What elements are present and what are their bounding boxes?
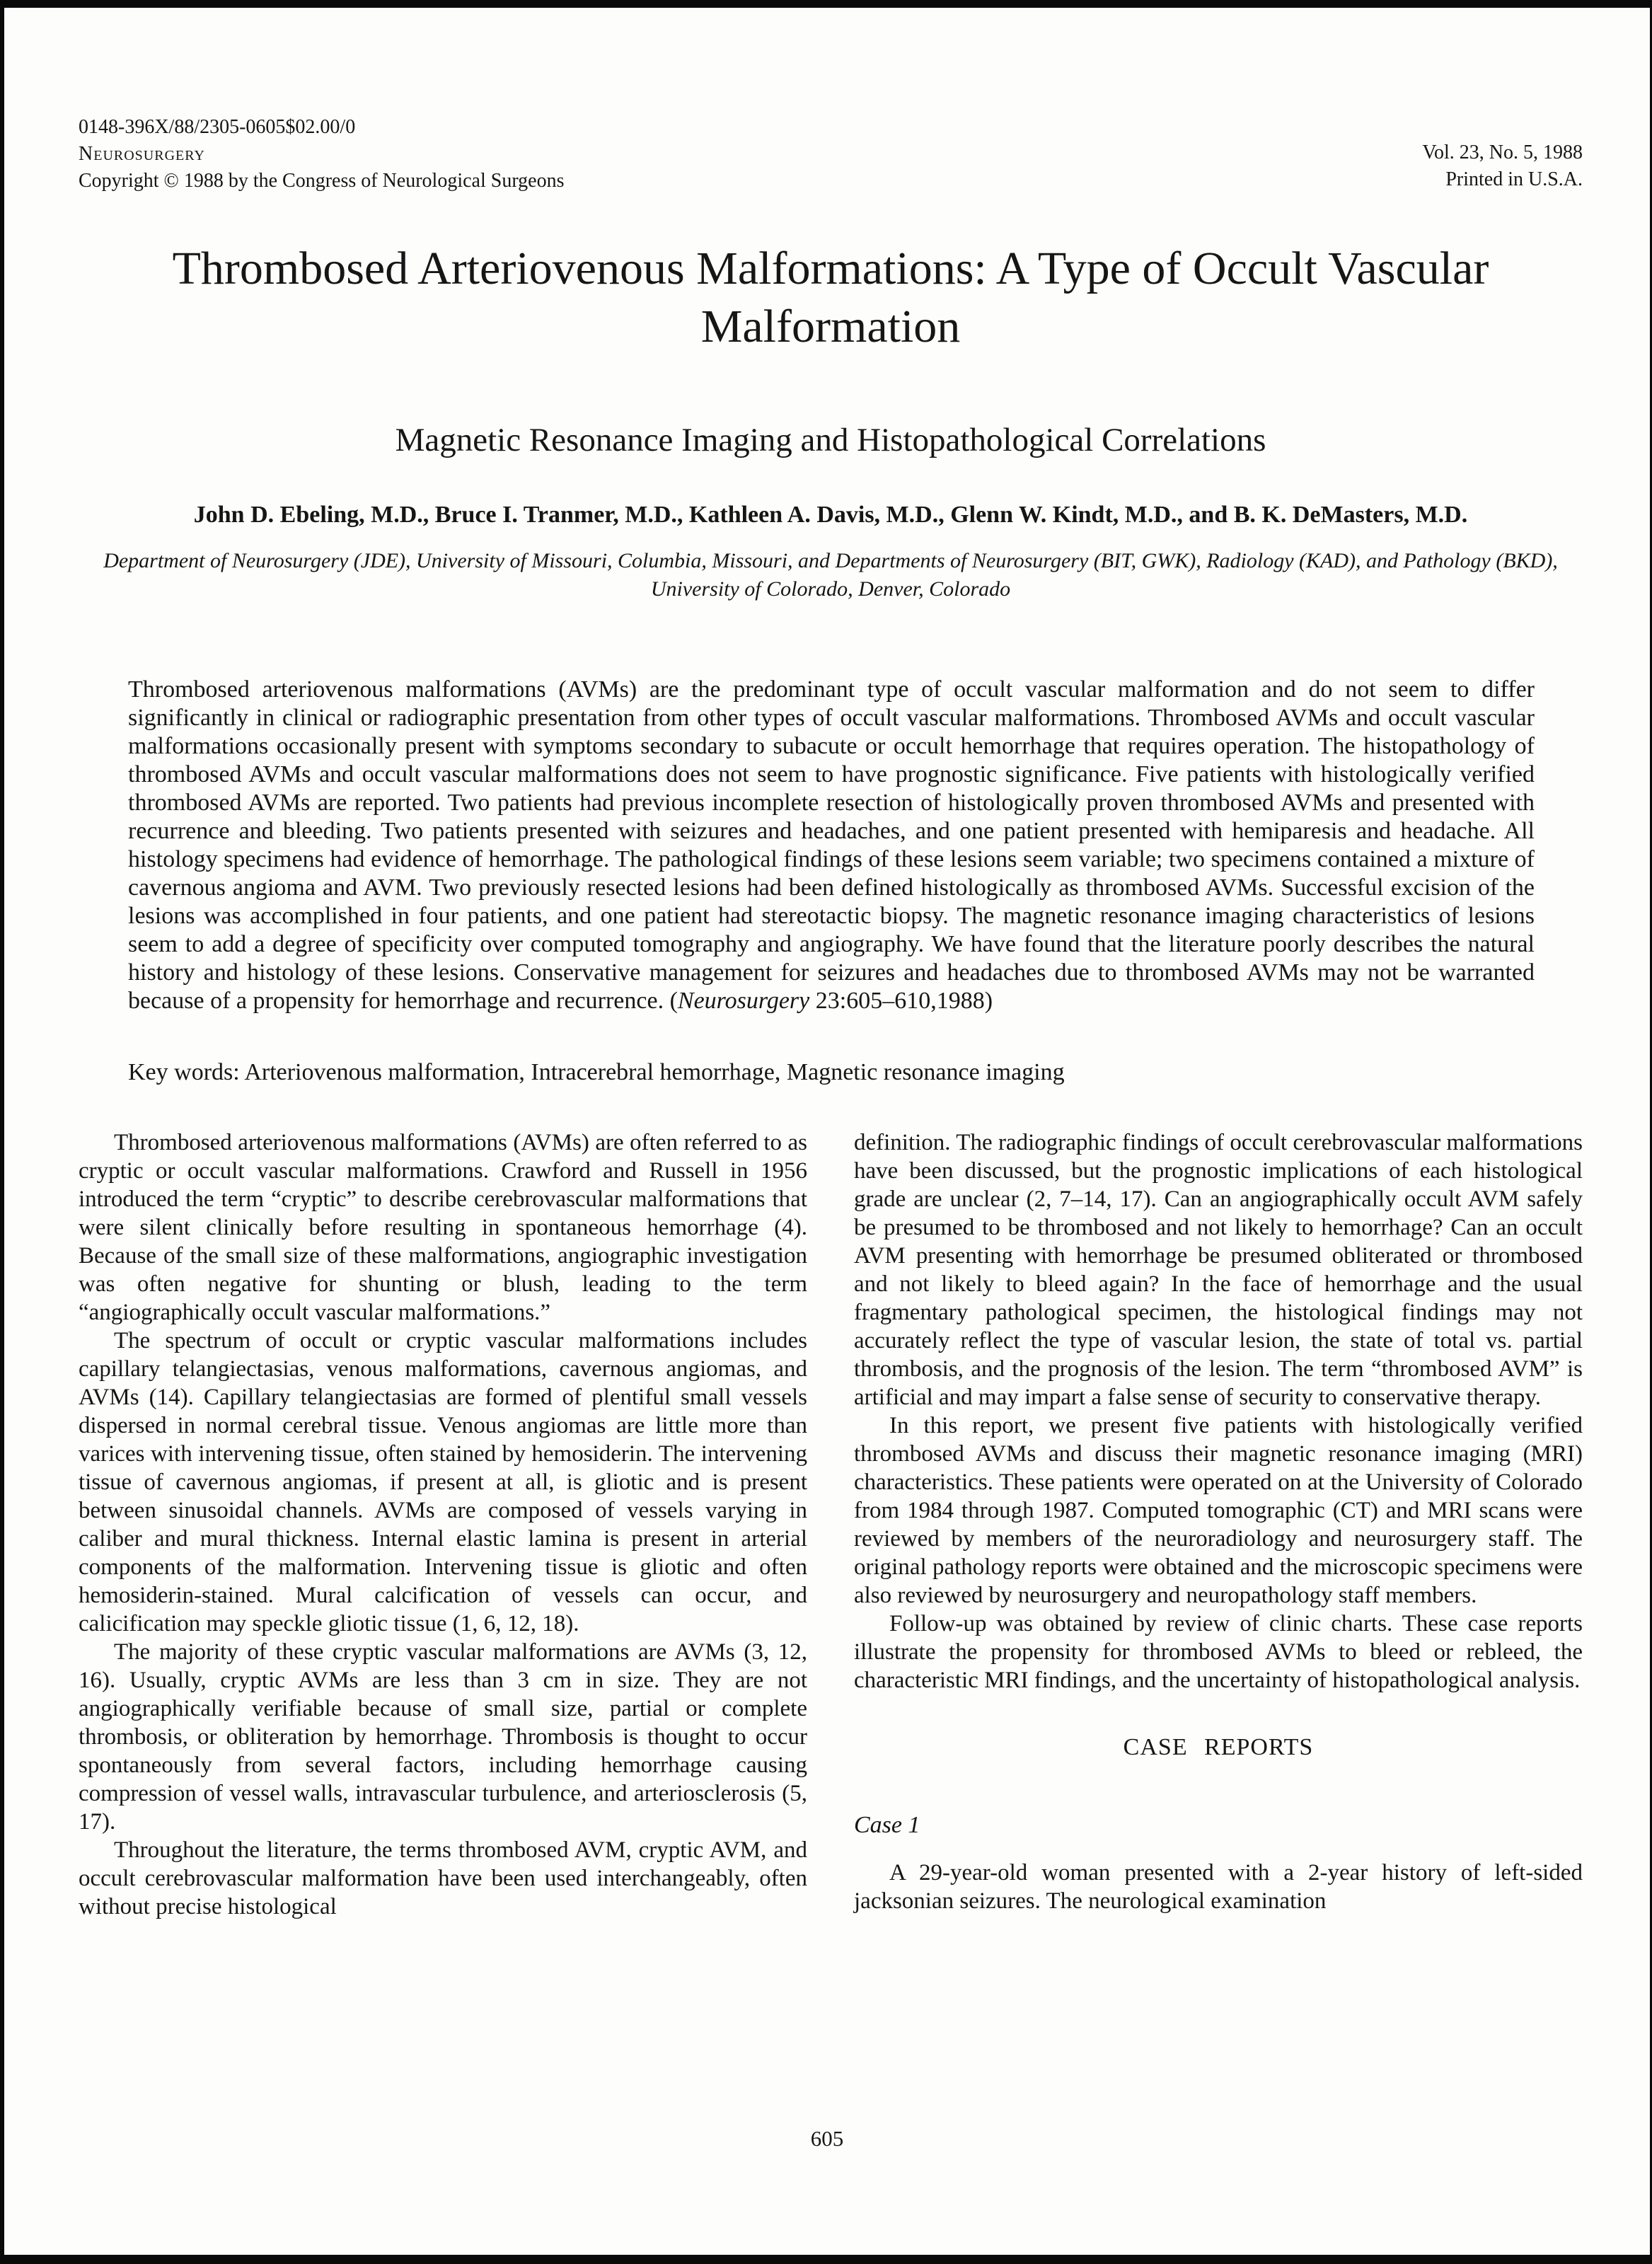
abstract-text: Thrombosed arteriovenous malformations (AVMs) are the predominant type of occult vascular malformation and do not seem to differ significantly in clinical or radiographic presentation from other types of occult vascular malformations. Thrombosed AVMs and occult vascular malformations occasionally present with symptoms secondary to subacute or occult hemorrhage that requires operation. The histopathology of thrombosed AVMs and occult vascular malformations does not seem to have prognostic significance. Five patients with histologically verified thrombosed AVMs are reported. Two patients had previous incomplete resection of histologically proven thrombosed AVMs and presented with recurrence and bleeding. Two patients presented with seizures and headaches, and one patient presented with hemiparesis and headache. All histology specimens had evidence of hemorrhage. The pathological findings of these lesions seem variable; two specimens contained a mixture of cavernous angioma and AVM. Two previously resected lesions had been defined histologically as thrombosed AVMs. Successful excision of the lesions was accomplished in four patients, and one patient had stereotactic biopsy. The magnetic resonance imaging characteristics of lesions seem to add a degree of specificity over computed tomography and angiography. We have found that the literature poorly describes the natural history and histology of these lesions. Conservative management for seizures and headaches due to thrombosed AVMs may not be warranted because of a propensity for hemorrhage and recurrence. ( [128, 676, 1535, 1014]
body-paragraph: The majority of these cryptic vascular malformations are AVMs (3, 12, 16). Usually, cryptic AVMs are less than 3 cm in size. They are not angiographically verifiable because of small size, partial or complete thrombosis, or obliteration by hemorrhage. Thrombosis is thought to occur spontaneously from several factors, including hemorrhage causing compression of vessel walls, intravascular turbulence, and arteriosclerosis (5, 17). [79, 1639, 807, 1835]
case-1-heading: Case 1 [854, 1812, 920, 1838]
abstract-citation-rest: 23:605–610,1988) [809, 988, 993, 1014]
body-paragraph: In this report, we present five patients with histologically verified thrombosed AVMs and discuss their magnetic resonance imaging (MRI) characteristics. These patients were operated on at the University of Colorado from 1984 through 1987. Computed tomographic (CT) and MRI scans were reviewed by members of the neuroradiology and neurosurgery staff. The original pathology reports were obtained and the microscopic specimens were also reviewed by neurosurgery and neuropathology staff members. [854, 1413, 1583, 1608]
page-number: 605 [810, 2126, 844, 2151]
affiliation: Department of Neurosurgery (JDE), University of Missouri, Columbia, Missouri, and Departments of Neurosurgery (BIT, GWK), Radiology (KAD), and Pathology (BKD), University of Colorado, Denver, Colorado [103, 549, 1558, 601]
author-list: John D. Ebeling, M.D., Bruce I. Tranmer, M.D., Kathleen A. Davis, M.D., Glenn W. Kindt, M.D., and B. K. DeMasters, M.D. [193, 502, 1468, 528]
abstract [128, 676, 1535, 1015]
volume-line: Vol. 23, No. 5, 1988 [1422, 142, 1583, 163]
journal-header-right [1422, 114, 1583, 193]
abstract-citation-journal: Neurosurgery [677, 988, 810, 1014]
copyright-line: Copyright © 1988 by the Congress of Neurological Surgeons [79, 170, 565, 192]
journal-header-left [79, 114, 564, 195]
printed-line: Printed in U.S.A. [1445, 168, 1583, 190]
journal-header [79, 114, 1583, 195]
body-paragraph: The spectrum of occult or cryptic vascular malformations includes capillary telangiectasias, venous malformations, cavernous angiomas, and AVMs (14). Capillary telangiectasias are formed of plentiful small vessels dispersed in normal cerebral tissue. Venous angiomas are little more than varices with intervening tissue, often stained by hemosiderin. The intervening tissue of cavernous angiomas, if present at all, is gliotic and is present between sinusoidal channels. AVMs are composed of vessels varying in caliber and mural thickness. Internal elastic lamina is present in arterial components of the malformation. Intervening tissue is gliotic and often hemosiderin-stained. Mural calcification of vessels can occur, and calicification may speckle gliotic tissue (1, 6, 12, 18). [79, 1328, 807, 1636]
keywords-line: Key words: Arteriovenous malformation, Intracerebral hemorrhage, Magnetic resonance imaging [128, 1059, 1065, 1085]
journal-name: Neurosurgery [79, 143, 205, 165]
body-columns [79, 1128, 1583, 1921]
body-paragraph: Follow-up was obtained by review of clinic charts. These case reports illustrate the propensity for thrombosed AVMs to bleed or rebleed, the characteristic MRI findings, and the uncertainty of histopathological analysis. [854, 1611, 1583, 1693]
left-column [79, 1128, 807, 1921]
abstract-paragraph [128, 676, 1535, 1015]
page-content [4, 114, 1650, 1921]
body-paragraph: Throughout the literature, the terms thrombosed AVM, cryptic AVM, and occult cerebrovascular malformation have been used interchangeably, often without precise histological [79, 1837, 807, 1919]
section-heading-case-reports: CASE REPORTS [1123, 1734, 1314, 1760]
article-title: Thrombosed Arteriovenous Malformations: A Type of Occult Vascular Malformation [172, 243, 1489, 352]
issn-line: 0148-396X/88/2305-0605$02.00/0 [79, 116, 356, 138]
article-subtitle: Magnetic Resonance Imaging and Histopathological Correlations [395, 422, 1266, 458]
case-1-paragraph: A 29-year-old woman presented with a 2-year history of left-sided jacksonian seizures. The neurological examination [854, 1860, 1583, 1914]
right-column [854, 1128, 1583, 1921]
body-paragraph-continuation: definition. The radiographic findings of occult cerebrovascular malformations have been discussed, but the prognostic implications of each histological grade are unclear (2, 7–14, 17). Can an angiographically occult AVM safely be presumed to be thrombosed and not likely to hemorrhage? Can an occult AVM presenting with hemorrhage be presumed obliterated or thrombosed and not likely to bleed again? In the face of hemorrhage and the usual fragmentary pathological specimen, the histological findings may not accurately reflect the type of vascular lesion, the state of total vs. partial thrombosis, and the prognosis of the lesion. The term “thrombosed AVM” is artificial and may impart a false sense of security to conservative therapy. [854, 1130, 1583, 1410]
body-paragraph: Thrombosed arteriovenous malformations (AVMs) are often referred to as cryptic or occult vascular malformations. Crawford and Russell in 1956 introduced the term “cryptic” to describe cerebrovascular malformations that were silent clinically before resulting in spontaneous hemorrhage (4). Because of the small size of these malformations, angiographic investigation was often negative for shunting or blush, leading to the term “angiographically occult vascular malformations.” [79, 1130, 807, 1325]
